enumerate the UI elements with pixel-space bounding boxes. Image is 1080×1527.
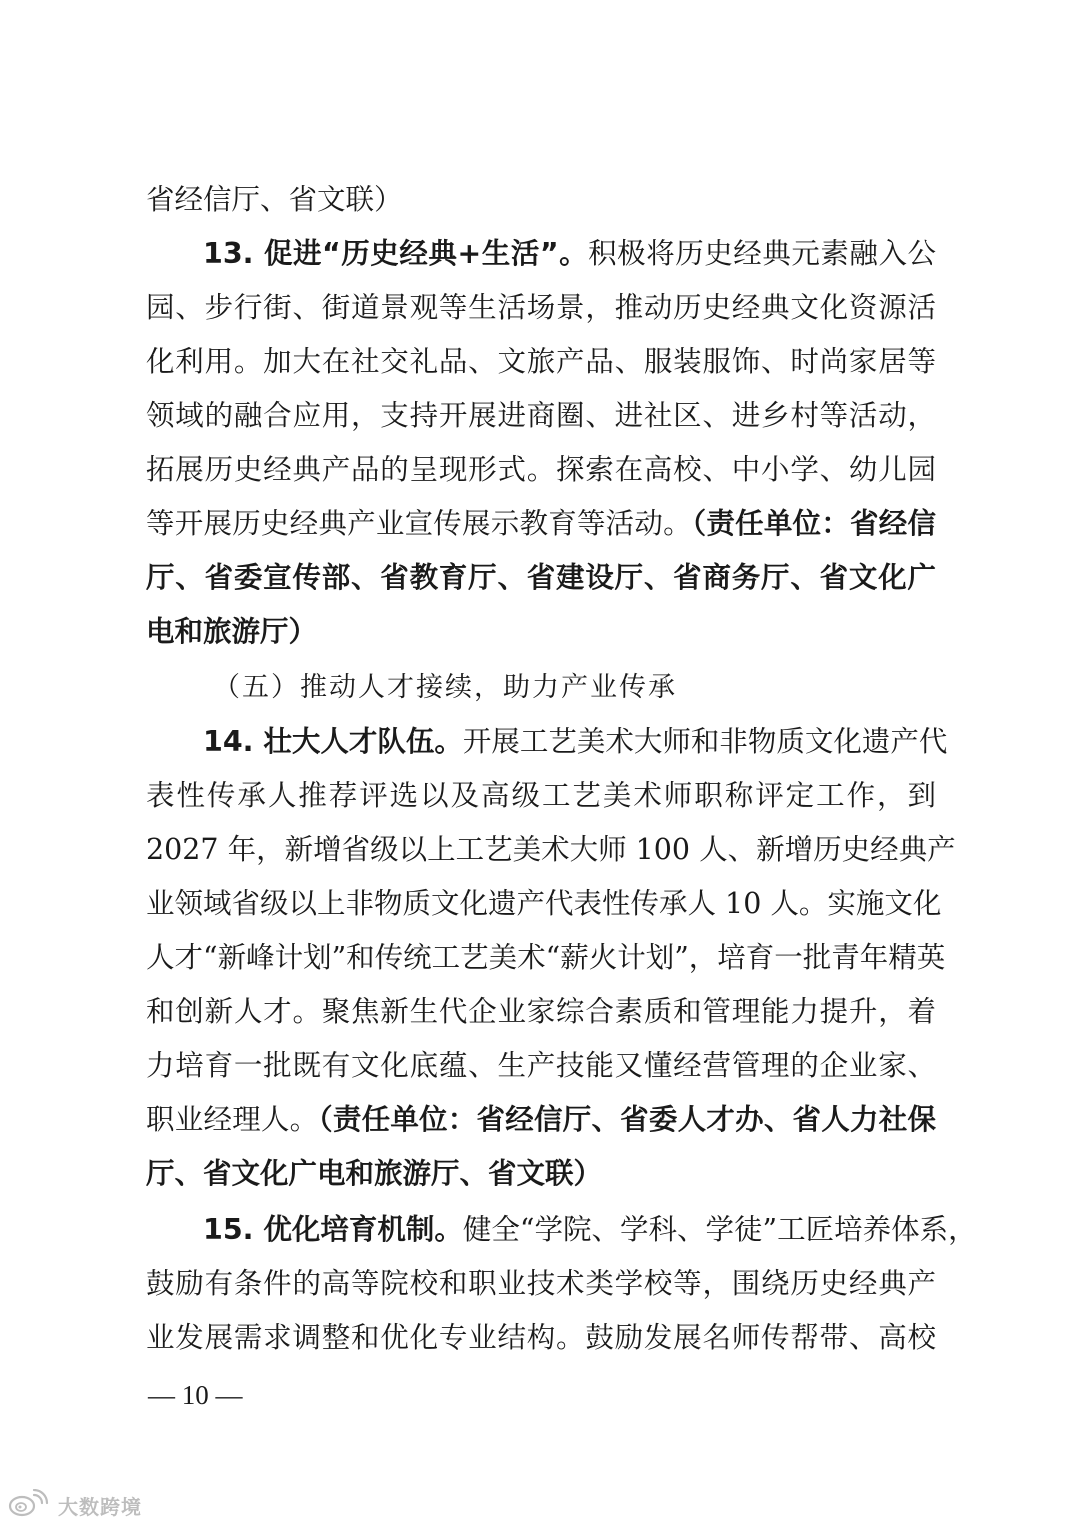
paragraph-line: 业发展需求调整和优化专业结构。鼓励发展名师传帮带、高校 [146,1321,936,1354]
item-14-text: 职业经理人。 [146,1103,319,1136]
item-15-text: 健全“学院、学科、学徒”工匠培养体系， [462,1213,977,1246]
paragraph-line [203,1202,977,1258]
item-13-heading: 13. 促进“历史经典+生活”。 [203,237,589,270]
item-13-text: 积极将历史经典元素融入公 [588,237,936,270]
responsibility-note: 电和旅游厅） [146,615,318,648]
paragraph-line: 园、步行街、街道景观等生活场景，推动历史经典文化资源活 [146,291,936,324]
paragraph-line: 人才“新峰计划”和传统工艺美术“薪火计划”，培育一批青年精英 [146,941,946,974]
item-13-text: 等开展历史经典产业宣传展示教育等活动。 [146,507,692,540]
responsibility-note: （责任单位：省经信 [691,507,936,540]
watermark-text: 大数跨境 [58,1494,142,1519]
paragraph-line [203,226,936,282]
item-15-heading: 15. 优化培育机制。 [203,1213,463,1246]
paragraph-line: 领域的融合应用，支持开展进商圈、进社区、进乡村等活动， [146,399,936,432]
page-number: — 10 — [148,1380,243,1410]
paragraph-line: 和创新人才。聚焦新生代企业家综合素质和管理能力提升，着 [146,995,936,1028]
paragraph-line: 拓展历史经典产品的呈现形式。探索在高校、中小学、幼儿园 [146,453,936,486]
item-14-heading: 14. 壮大人才队伍。 [203,725,463,758]
responsibility-note: （责任单位：省经信厅、省委人才办、省人力社保 [318,1103,936,1136]
weibo-logo-icon [8,1489,52,1521]
paragraph-line [146,496,936,552]
paragraph-line [203,714,948,770]
responsibility-note: 厅、省委宣传部、省教育厅、省建设厅、省商务厅、省文化广 [146,561,936,594]
paragraph-line: 力培育一批既有文化底蕴、生产技能又懂经营管理的企业家、 [146,1049,936,1082]
paragraph-line: 省经信厅、省文联） [146,183,403,216]
watermark [8,1490,142,1520]
paragraph-line: 2027 年，新增省级以上工艺美术大师 100 人、新增历史经典产 [146,833,956,866]
section-heading: （五）推动人才接续，助力产业传承 [213,672,677,703]
paragraph-line: 表性传承人推荐评选以及高级工艺美术师职称评定工作，到 [146,779,936,812]
paragraph-line [146,1092,936,1148]
item-14-text: 开展工艺美术大师和非物质文化遗产代 [462,725,948,758]
responsibility-note: 厅、省文化广电和旅游厅、省文联） [146,1157,603,1190]
paragraph-line: 鼓励有条件的高等院校和职业技术类学校等，围绕历史经典产 [146,1267,936,1300]
paragraph-line: 业领域省级以上非物质文化遗产代表性传承人 10 人。实施文化 [146,887,942,920]
paragraph-line: 化利用。加大在社交礼品、文旅产品、服装服饰、时尚家居等 [146,345,936,378]
